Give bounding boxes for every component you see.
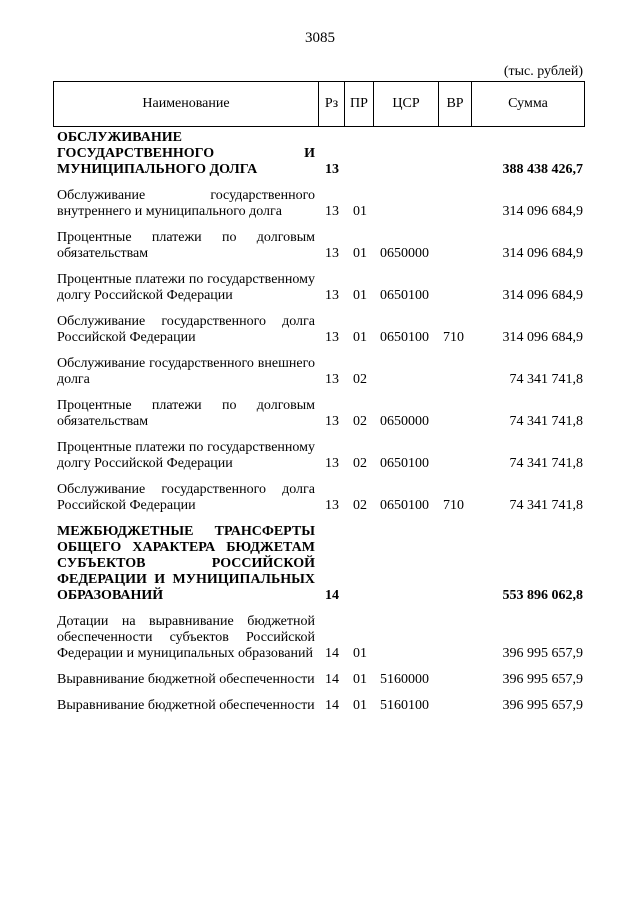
table-section-row: [53, 130, 585, 178]
row-rz: 13: [325, 456, 339, 471]
row-sum: 74 341 741,8: [509, 414, 583, 429]
row-pr: 01: [353, 698, 367, 713]
row-rz: 13: [325, 414, 339, 429]
page-number: 3085: [305, 30, 335, 46]
row-name: Процентные платежи по долговым обязательствам: [57, 230, 315, 261]
table-row: [53, 314, 585, 346]
row-csr: 0650100: [380, 498, 429, 513]
header-rz: Рз: [319, 82, 345, 127]
row-csr: 0650000: [380, 246, 429, 261]
row-rz: 13: [325, 162, 339, 177]
row-name: Дотации на выравнивание бюджетной обеспеченности субъектов Российской Федерации и муниципальных образований: [57, 614, 315, 661]
row-sum: 314 096 684,9: [502, 204, 583, 219]
row-rz: 14: [325, 646, 339, 661]
row-name: МЕЖБЮДЖЕТНЫЕ ТРАНСФЕРТЫ ОБЩЕГО ХАРАКТЕРА БЮДЖЕТАМ СУБЪЕКТОВ РОССИЙСКОЙ ФЕДЕРАЦИИ И МУНИЦИПАЛЬНЫХ ОБРАЗОВАНИЙ: [57, 524, 315, 603]
row-rz: 13: [325, 330, 339, 345]
row-rz: 13: [325, 204, 339, 219]
table-row: [53, 672, 585, 688]
row-rz: 14: [325, 698, 339, 713]
row-sum: 314 096 684,9: [502, 246, 583, 261]
row-rz: 13: [325, 288, 339, 303]
row-pr: 01: [353, 672, 367, 687]
row-sum: 396 995 657,9: [502, 646, 583, 661]
table-header: [53, 81, 585, 127]
row-name: Обслуживание государственного внутреннего и муниципального долга: [57, 188, 315, 219]
row-sum: 553 896 062,8: [502, 588, 583, 603]
row-pr: 01: [353, 246, 367, 261]
row-rz: 13: [325, 372, 339, 387]
row-pr: 01: [353, 330, 367, 345]
row-csr: 0650100: [380, 288, 429, 303]
table-row: [53, 482, 585, 514]
row-pr: 02: [353, 414, 367, 429]
row-pr: 02: [353, 456, 367, 471]
row-name: Обслуживание государственного внешнего долга: [57, 356, 315, 387]
row-rz: 13: [325, 498, 339, 513]
table-row: [53, 188, 585, 220]
row-csr: 0650000: [380, 414, 429, 429]
table-section-row: [53, 524, 585, 604]
row-name: Выравнивание бюджетной обеспеченности: [57, 698, 315, 713]
table-row: [53, 614, 585, 662]
row-sum: 396 995 657,9: [502, 698, 583, 713]
table-body: [53, 130, 585, 724]
row-sum: 74 341 741,8: [509, 456, 583, 471]
row-pr: 01: [353, 646, 367, 661]
row-sum: 74 341 741,8: [509, 498, 583, 513]
row-name: Процентные платежи по государственному долгу Российской Федерации: [57, 440, 315, 471]
row-rz: 14: [325, 588, 339, 603]
row-rz: 13: [325, 246, 339, 261]
row-csr: 0650100: [380, 456, 429, 471]
table-row: [53, 440, 585, 472]
row-name: Выравнивание бюджетной обеспеченности: [57, 672, 315, 687]
row-vr: 710: [443, 330, 464, 345]
table-row: [53, 698, 585, 714]
row-sum: 74 341 741,8: [509, 372, 583, 387]
row-sum: 314 096 684,9: [502, 288, 583, 303]
row-csr: 0650100: [380, 330, 429, 345]
row-name: Обслуживание государственного долга Российской Федерации: [57, 314, 315, 345]
row-csr: 5160100: [380, 698, 429, 713]
row-pr: 02: [353, 372, 367, 387]
header-csr: ЦСР: [374, 82, 439, 127]
header-sum: Сумма: [472, 82, 585, 127]
row-sum: 388 438 426,7: [502, 162, 583, 177]
table-row: [53, 356, 585, 388]
table-row: [53, 398, 585, 430]
header-vr: ВР: [439, 82, 472, 127]
header-pr: ПР: [345, 82, 374, 127]
row-name: Обслуживание государственного долга Российской Федерации: [57, 482, 315, 513]
row-sum: 396 995 657,9: [502, 672, 583, 687]
row-rz: 14: [325, 672, 339, 687]
header-name: Наименование: [54, 82, 319, 127]
table-row: [53, 272, 585, 304]
units-label: (тыс. рублей): [503, 64, 583, 79]
row-name: Процентные платежи по долговым обязательствам: [57, 398, 315, 429]
row-pr: 02: [353, 498, 367, 513]
row-pr: 01: [353, 204, 367, 219]
row-pr: 01: [353, 288, 367, 303]
row-name: Процентные платежи по государственному долгу Российской Федерации: [57, 272, 315, 303]
row-name: ОБСЛУЖИВАНИЕ ГОСУДАРСТВЕННОГО И МУНИЦИПАЛЬНОГО ДОЛГА: [57, 130, 315, 177]
table-row: [53, 230, 585, 262]
row-sum: 314 096 684,9: [502, 330, 583, 345]
row-vr: 710: [443, 498, 464, 513]
row-csr: 5160000: [380, 672, 429, 687]
